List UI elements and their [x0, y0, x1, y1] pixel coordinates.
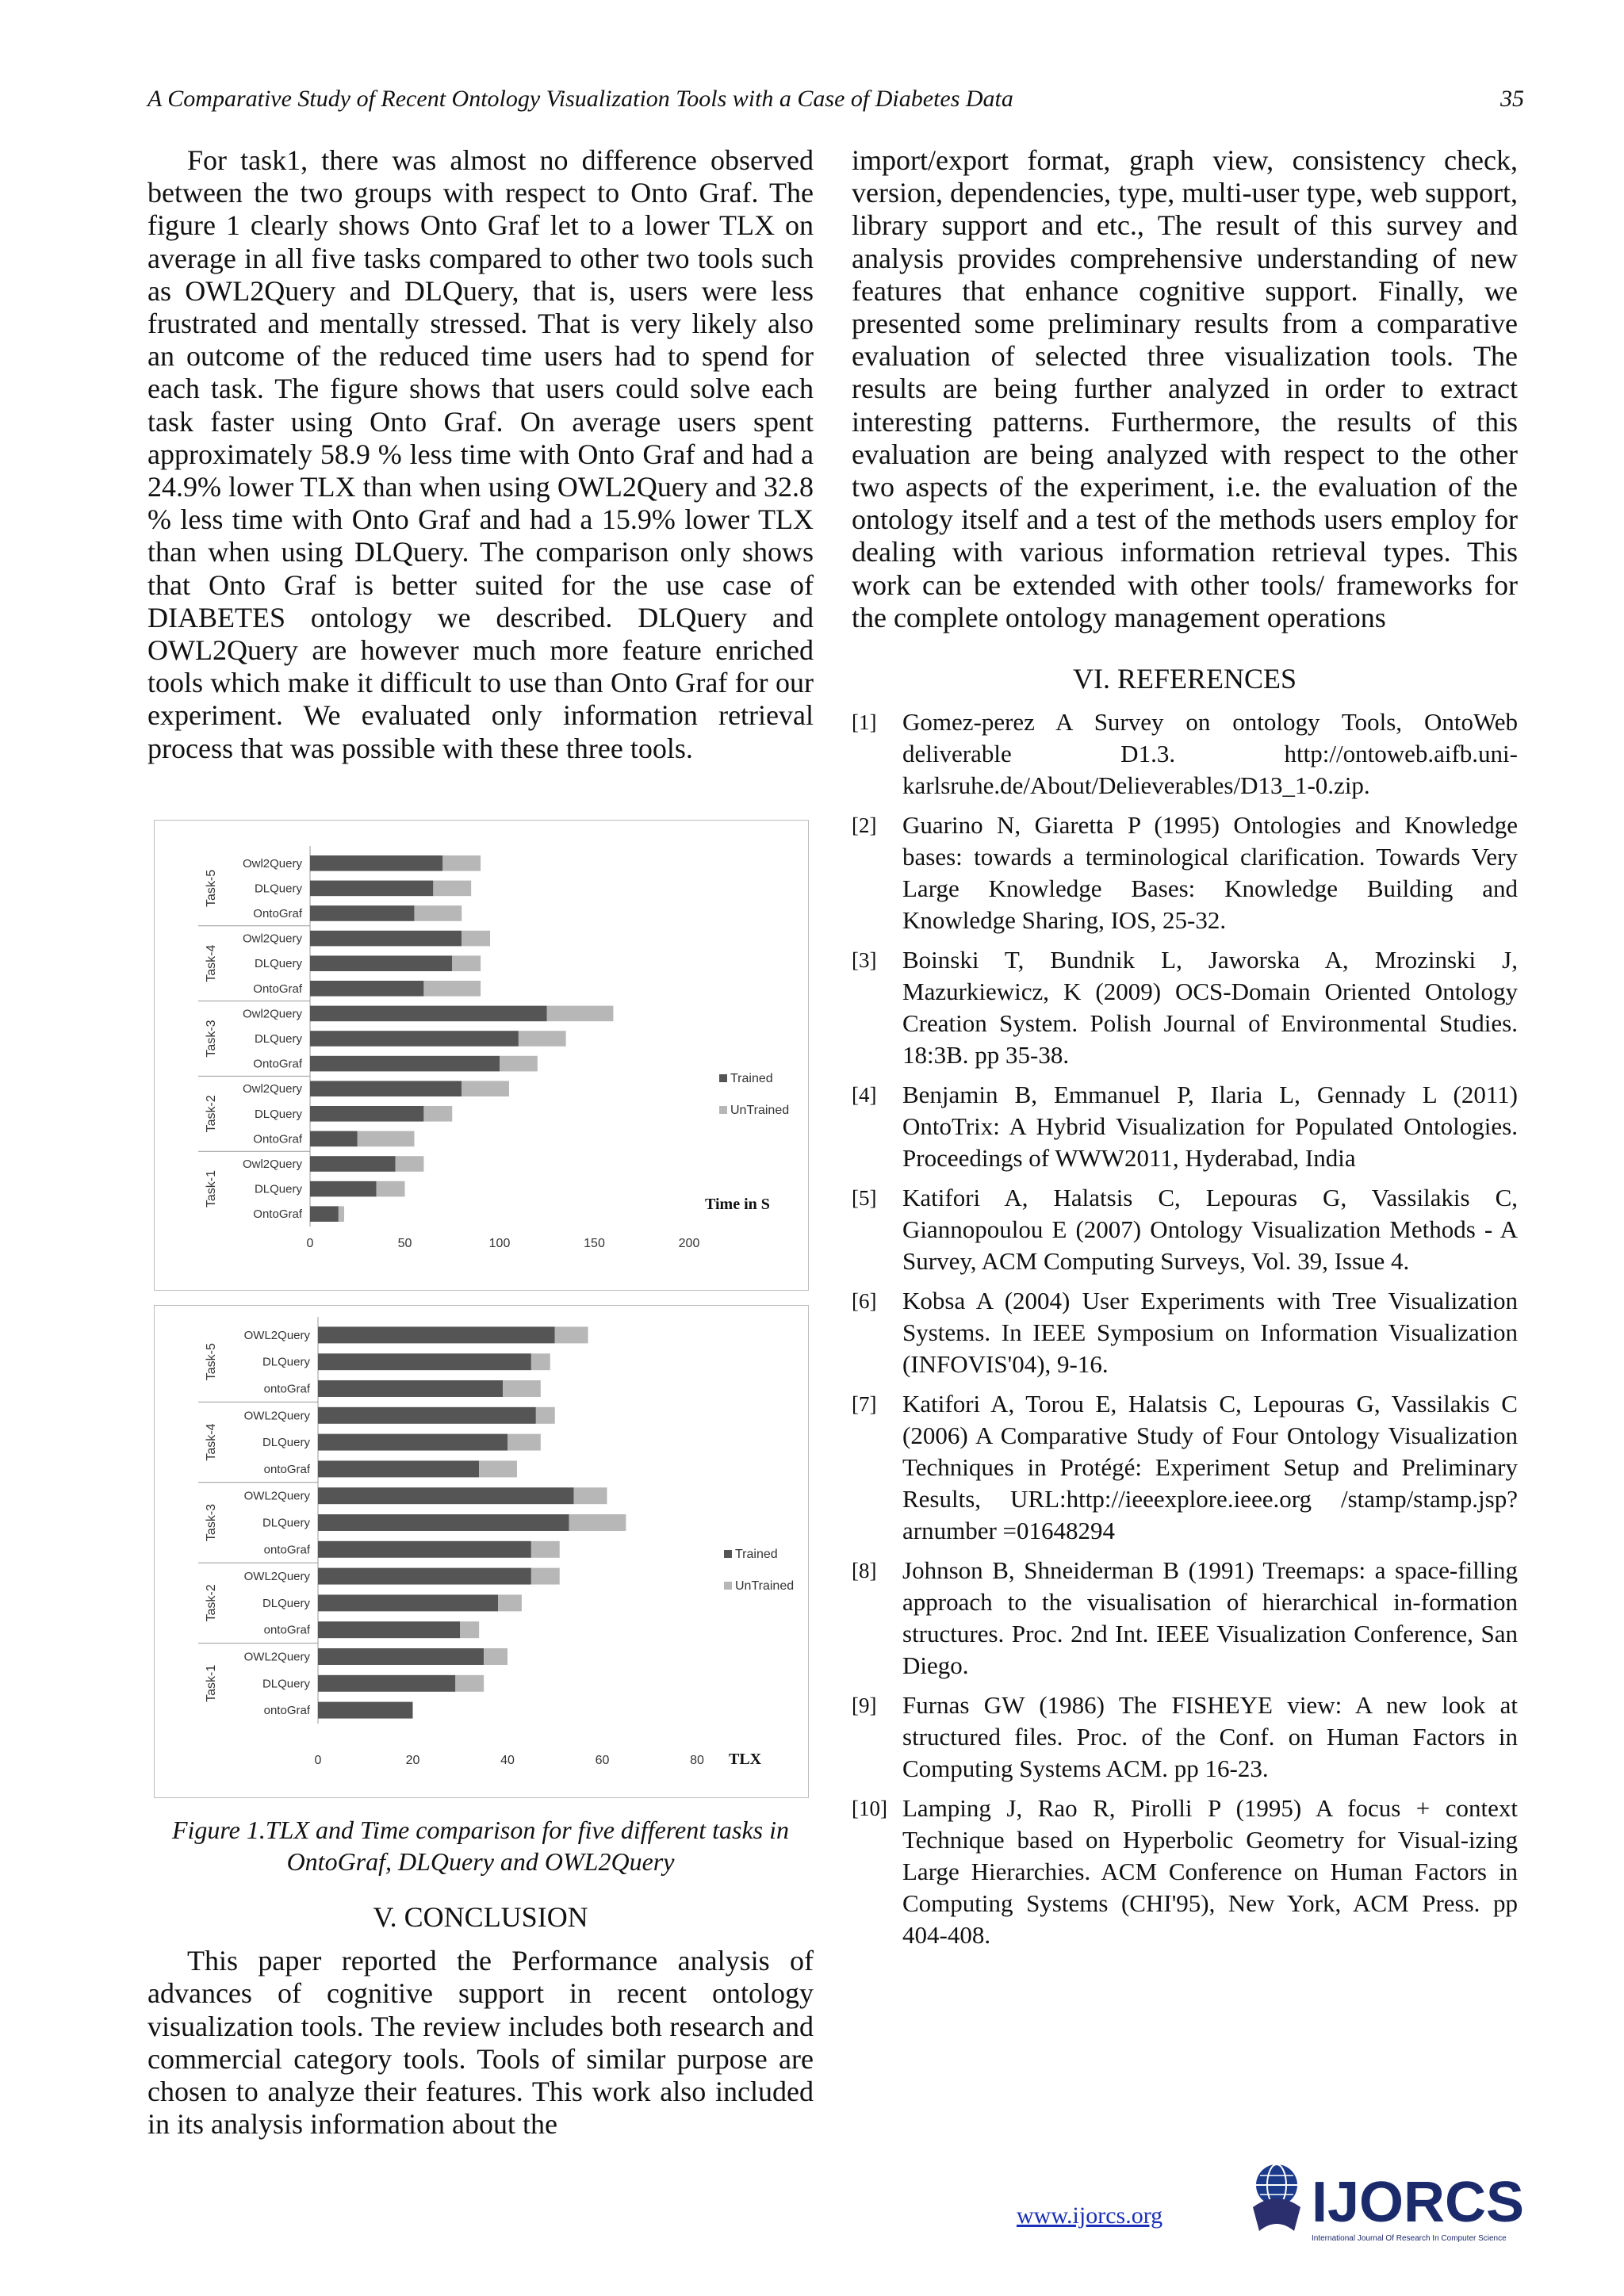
bar-untrained	[414, 905, 462, 921]
reference-number: [3]	[852, 948, 877, 973]
reference-text: Benjamin B, Emmanuel P, Ilaria L, Gennady L (2011) OntoTrix: A Hybrid Visualization for Populated Ontologies. Proceedings of WWW2011, Hyderabad, India	[902, 1081, 1518, 1173]
bar-trained	[310, 1181, 377, 1197]
logo-subtitle: International Journal Of Research In Computer Science	[1312, 2234, 1507, 2243]
category-label: DLQuery	[254, 1107, 302, 1121]
bar-trained	[310, 881, 433, 897]
category-label: OWL2Query	[243, 1328, 310, 1342]
bar-untrained	[460, 1621, 479, 1638]
reference-item	[852, 1388, 1518, 1547]
reference-text: Lamping J, Rao R, Pirolli P (1995) A focus + context Technique based on Hyperbolic Geometry for Visual-izing Large Hierarchies. ACM Conference on Human Factors in Computing Systems (CHI'95), New York, ACM Press. pp 404-408.	[902, 1794, 1518, 1950]
task-group-label: Task-4	[205, 944, 218, 982]
bar-untrained	[547, 1006, 614, 1022]
bar-trained	[318, 1702, 413, 1719]
bar-untrained	[377, 1181, 405, 1197]
bar-trained	[318, 1487, 574, 1504]
category-label: OntoGraf	[253, 907, 302, 920]
x-tick-label: 40	[500, 1754, 515, 1767]
bar-trained	[310, 981, 423, 997]
right-column	[852, 144, 1518, 1959]
running-header	[147, 86, 1524, 125]
task-group-label: Task-1	[205, 1170, 218, 1208]
reference-text: Furnas GW (1986) The FISHEYE view: A new look at structured files. Proc. of the Conf. on Human Factors in Computing Systems ACM. pp 16-23.	[902, 1691, 1518, 1783]
bar-trained	[310, 1131, 358, 1147]
conclusion-paragraph: This paper reported the Performance analysis of advances of cognitive support in recent ontology visualization tools. The review includes both research and commercial category tools. Tools of similar purpose are chosen to analyze their features. This work also included in its analysis information about the	[147, 1945, 814, 2141]
task-group-label: Task-4	[205, 1423, 218, 1461]
category-label: DLQuery	[262, 1436, 310, 1450]
bar-trained	[318, 1353, 531, 1370]
x-tick-label: 100	[488, 1237, 511, 1250]
reference-number: [7]	[852, 1392, 877, 1417]
category-label: ontoGraf	[263, 1543, 310, 1557]
reference-number: [10]	[852, 1797, 887, 1821]
conclusion-continued-paragraph: import/export format, graph view, consistency check, version, dependencies, type, multi-user type, web support, library support and etc., The result of this survey and analysis provides comprehensive understanding of new features that enhance cognitive support. Finally, we presented some preliminary results from a comparative evaluation of selected three visualization tools. The results are being further analyzed in order to extract interesting patterns. Furthermore, the results of this evaluation are being analyzed with respect to the other two aspects of the experiment, i.e. the evaluation of the ontology itself and a test of the methods users employ for dealing with various information retrieval types. This work can be extended with other tools/ frameworks for the complete ontology management operations	[852, 144, 1518, 633]
bar-trained	[318, 1568, 531, 1585]
reference-item	[852, 1285, 1518, 1380]
legend-swatch-untrained	[724, 1582, 732, 1590]
legend-swatch-trained	[719, 1074, 727, 1082]
category-label: Owl2Query	[242, 856, 302, 871]
category-label: ontoGraf	[263, 1382, 310, 1396]
bar-trained	[310, 1006, 547, 1022]
reference-item	[852, 1182, 1518, 1277]
reference-text: Katifori A, Torou E, Halatsis C, Lepouras G, Vassilakis C (2006) A Comparative Study of Four Ontology Visualization Techniques in Protégé: Experiment Setup and Preliminary Results, URL:http://ieeexplore.ieee.org /stamp/stamp.jsp?arnumber =01648294	[902, 1390, 1518, 1545]
x-tick-label: 20	[405, 1754, 420, 1767]
reference-item	[852, 809, 1518, 936]
reference-text: Katifori A, Halatsis C, Lepouras G, Vassilakis C, Giannopoulou E (2007) Ontology Visualization Methods - A Survey, ACM Computing Surveys, Vol. 39, Issue 4.	[902, 1184, 1518, 1276]
left-column	[147, 144, 814, 765]
x-axis-label: TLX	[729, 1751, 762, 1768]
running-title: A Comparative Study of Recent Ontology Visualization Tools with a Case of Diabetes Data	[147, 86, 1013, 112]
bar-trained	[318, 1434, 508, 1451]
bar-untrained	[433, 881, 471, 897]
x-tick-label: 60	[595, 1754, 610, 1767]
figure-caption: Figure 1.TLX and Time comparison for five different tasks in OntoGraf, DLQuery and OWL2Query	[171, 1816, 790, 1876]
bar-trained	[310, 1031, 519, 1047]
category-label: DLQuery	[254, 1032, 302, 1046]
reference-number: [5]	[852, 1186, 877, 1211]
legend-label: UnTrained	[730, 1104, 790, 1117]
ijorcs-logo	[1239, 2158, 1534, 2245]
bar-trained	[318, 1648, 484, 1665]
category-label: OWL2Query	[243, 1570, 310, 1584]
reference-number: [9]	[852, 1693, 877, 1718]
x-tick-label: 0	[306, 1237, 314, 1250]
category-label: OWL2Query	[243, 1489, 310, 1503]
x-tick-label: 50	[397, 1237, 412, 1250]
category-label: DLQuery	[262, 1596, 310, 1610]
reference-number: [2]	[852, 813, 877, 838]
reference-item	[852, 1689, 1518, 1785]
category-label: OWL2Query	[243, 1650, 310, 1664]
bar-untrained	[423, 981, 481, 997]
reference-text: Boinski T, Bundnik L, Jaworska A, Mrozinski J, Mazurkiewicz, K (2009) OCS-Domain Oriented Ontology Creation System. Polish Journal of Environmental Studies. 18:3B. pp 35-38.	[902, 946, 1518, 1070]
category-label: Owl2Query	[242, 1082, 302, 1096]
bar-untrained	[531, 1568, 560, 1585]
category-label: ontoGraf	[263, 1704, 310, 1718]
references-heading: VI. REFERENCES	[1072, 663, 1297, 695]
bar-untrained	[508, 1434, 541, 1451]
category-label: DLQuery	[262, 1355, 310, 1369]
time-chart-svg	[155, 821, 808, 1290]
page-number: 35	[1500, 86, 1524, 112]
bar-untrained	[452, 955, 481, 971]
bar-untrained	[423, 1106, 452, 1122]
bar-trained	[318, 1675, 455, 1692]
category-label: OntoGraf	[253, 1207, 302, 1222]
reference-item	[852, 706, 1518, 802]
bar-trained	[318, 1407, 536, 1424]
bar-untrained	[498, 1594, 522, 1611]
reference-number: [4]	[852, 1083, 877, 1108]
category-label: DLQuery	[262, 1677, 310, 1691]
bar-trained	[310, 905, 414, 921]
reference-text: Guarino N, Giaretta P (1995) Ontologies and Knowledge bases: towards a terminological clarification. Towards Very Large Knowledge Bases: Knowledge Building and Knowledge Sharing, IOS, 25-32.	[902, 811, 1518, 935]
bar-trained	[318, 1514, 569, 1531]
bar-trained	[310, 1081, 462, 1096]
bar-untrained	[503, 1380, 541, 1397]
x-axis-label: Time in S	[705, 1196, 770, 1213]
reference-item	[852, 1079, 1518, 1174]
reference-text: Gomez-perez A Survey on ontology Tools, OntoWeb deliverable D1.3. http://ontoweb.aifb.uni-karlsruhe.de/About/Delieverables/D13_1-0.zip.	[902, 708, 1518, 800]
category-label: Owl2Query	[242, 932, 302, 946]
bar-trained	[318, 1594, 498, 1611]
bar-untrained	[519, 1031, 566, 1047]
bar-trained	[318, 1460, 479, 1477]
category-label: DLQuery	[262, 1516, 310, 1530]
legend-swatch-trained	[724, 1550, 732, 1558]
tlx-chart-svg	[155, 1306, 808, 1797]
task-group-label: Task-5	[205, 869, 218, 907]
legend-label: Trained	[730, 1072, 773, 1085]
category-label: OntoGraf	[253, 1057, 302, 1071]
bar-untrained	[455, 1675, 484, 1692]
figure-time-chart	[154, 820, 809, 1291]
reference-number: [6]	[852, 1289, 877, 1314]
bar-untrained	[479, 1460, 517, 1477]
reference-number: [8]	[852, 1559, 877, 1583]
task-group-label: Task-2	[205, 1095, 218, 1133]
category-label: DLQuery	[254, 957, 302, 971]
reference-item	[852, 944, 1518, 1071]
legend-swatch-untrained	[719, 1106, 727, 1114]
bar-untrained	[574, 1487, 607, 1504]
bar-trained	[318, 1326, 555, 1343]
bar-untrained	[396, 1156, 424, 1172]
category-label: OWL2Query	[243, 1409, 310, 1423]
discussion-paragraph: For task1, there was almost no difference observed between the two groups with respect to Onto Graf. The figure 1 clearly shows Onto Graf let to a lower TLX on average in all five tasks compared to other two tools such as OWL2Query and DLQuery, that is, users were less frustrated and mentally stressed. That is very likely also an outcome of the reduced time users had to spend for each task. The figure shows that users could solve each task faster using Onto Graf. On average users spent approximately 58.9 % less time with Onto Graf and had a 24.9% lower TLX than when using OWL2Query and 32.8 % less time with Onto Graf and had a 15.9% lower TLX than when using DLQuery. The comparison only shows that Onto Graf is better suited for the use case of DIABETES ontology we described. DLQuery and OWL2Query are however much more feature enriched tools which make it difficult to use than Onto Graf for our experiment. We evaluated only information retrieval process that was possible with these three tools.	[147, 144, 814, 764]
x-tick-label: 150	[584, 1237, 605, 1250]
figure-tlx-chart	[154, 1305, 809, 1798]
category-label: OntoGraf	[253, 1132, 302, 1146]
bar-untrained	[531, 1541, 560, 1558]
bar-untrained	[462, 1081, 509, 1096]
task-group-label: Task-5	[205, 1343, 218, 1381]
category-label: ontoGraf	[263, 1462, 310, 1476]
bar-trained	[310, 1056, 500, 1072]
bar-trained	[310, 1106, 423, 1122]
bar-untrained	[462, 931, 490, 947]
bar-trained	[310, 955, 452, 971]
reference-text: Johnson B, Shneiderman B (1991) Treemaps: a space-filling approach to the visualisation of hierarchical in-formation structures. Proc. 2nd Int. IEEE Visualization Conference, San Diego.	[902, 1556, 1518, 1680]
category-label: Owl2Query	[242, 1158, 302, 1171]
journal-website-link[interactable]: www.ijorcs.org	[1017, 2202, 1163, 2229]
bar-trained	[318, 1380, 503, 1397]
x-tick-label: 0	[314, 1754, 322, 1767]
references-list	[852, 706, 1518, 1951]
category-label: DLQuery	[254, 1182, 302, 1196]
bar-untrained	[358, 1131, 415, 1147]
category-label: ontoGraf	[263, 1623, 310, 1637]
task-group-label: Task-2	[205, 1584, 218, 1622]
legend-label: Trained	[735, 1548, 778, 1561]
category-label: Owl2Query	[242, 1007, 302, 1021]
bar-trained	[318, 1621, 460, 1638]
bar-untrained	[569, 1514, 626, 1531]
task-group-label: Task-3	[205, 1503, 218, 1542]
x-tick-label: 80	[690, 1754, 704, 1767]
reference-number: [1]	[852, 710, 877, 735]
conclusion-heading: V. CONCLUSION	[373, 1901, 588, 1933]
bar-trained	[310, 855, 442, 871]
globe-icon	[1253, 2164, 1300, 2231]
bar-trained	[318, 1541, 531, 1558]
task-group-label: Task-1	[205, 1664, 218, 1702]
task-group-label: Task-3	[205, 1020, 218, 1058]
bar-trained	[310, 931, 462, 947]
logo-wordmark: IJORCS	[1312, 2171, 1525, 2234]
bar-untrained	[536, 1407, 555, 1424]
reference-item	[852, 1793, 1518, 1951]
reference-item	[852, 1555, 1518, 1682]
bar-untrained	[500, 1056, 538, 1072]
conclusion-section	[147, 1901, 814, 2141]
bar-trained	[310, 1206, 339, 1222]
x-tick-label: 200	[678, 1237, 700, 1250]
bar-untrained	[339, 1206, 344, 1222]
bar-untrained	[484, 1648, 508, 1665]
bar-untrained	[442, 855, 481, 871]
bar-untrained	[555, 1326, 588, 1343]
bar-trained	[310, 1156, 396, 1172]
reference-text: Kobsa A (2004) User Experiments with Tree Visualization Systems. In IEEE Symposium on Information Visualization (INFOVIS'04), 9-16.	[902, 1287, 1518, 1379]
category-label: DLQuery	[254, 882, 302, 896]
bar-untrained	[531, 1353, 550, 1370]
category-label: OntoGraf	[253, 982, 302, 996]
legend-label: UnTrained	[735, 1579, 795, 1593]
